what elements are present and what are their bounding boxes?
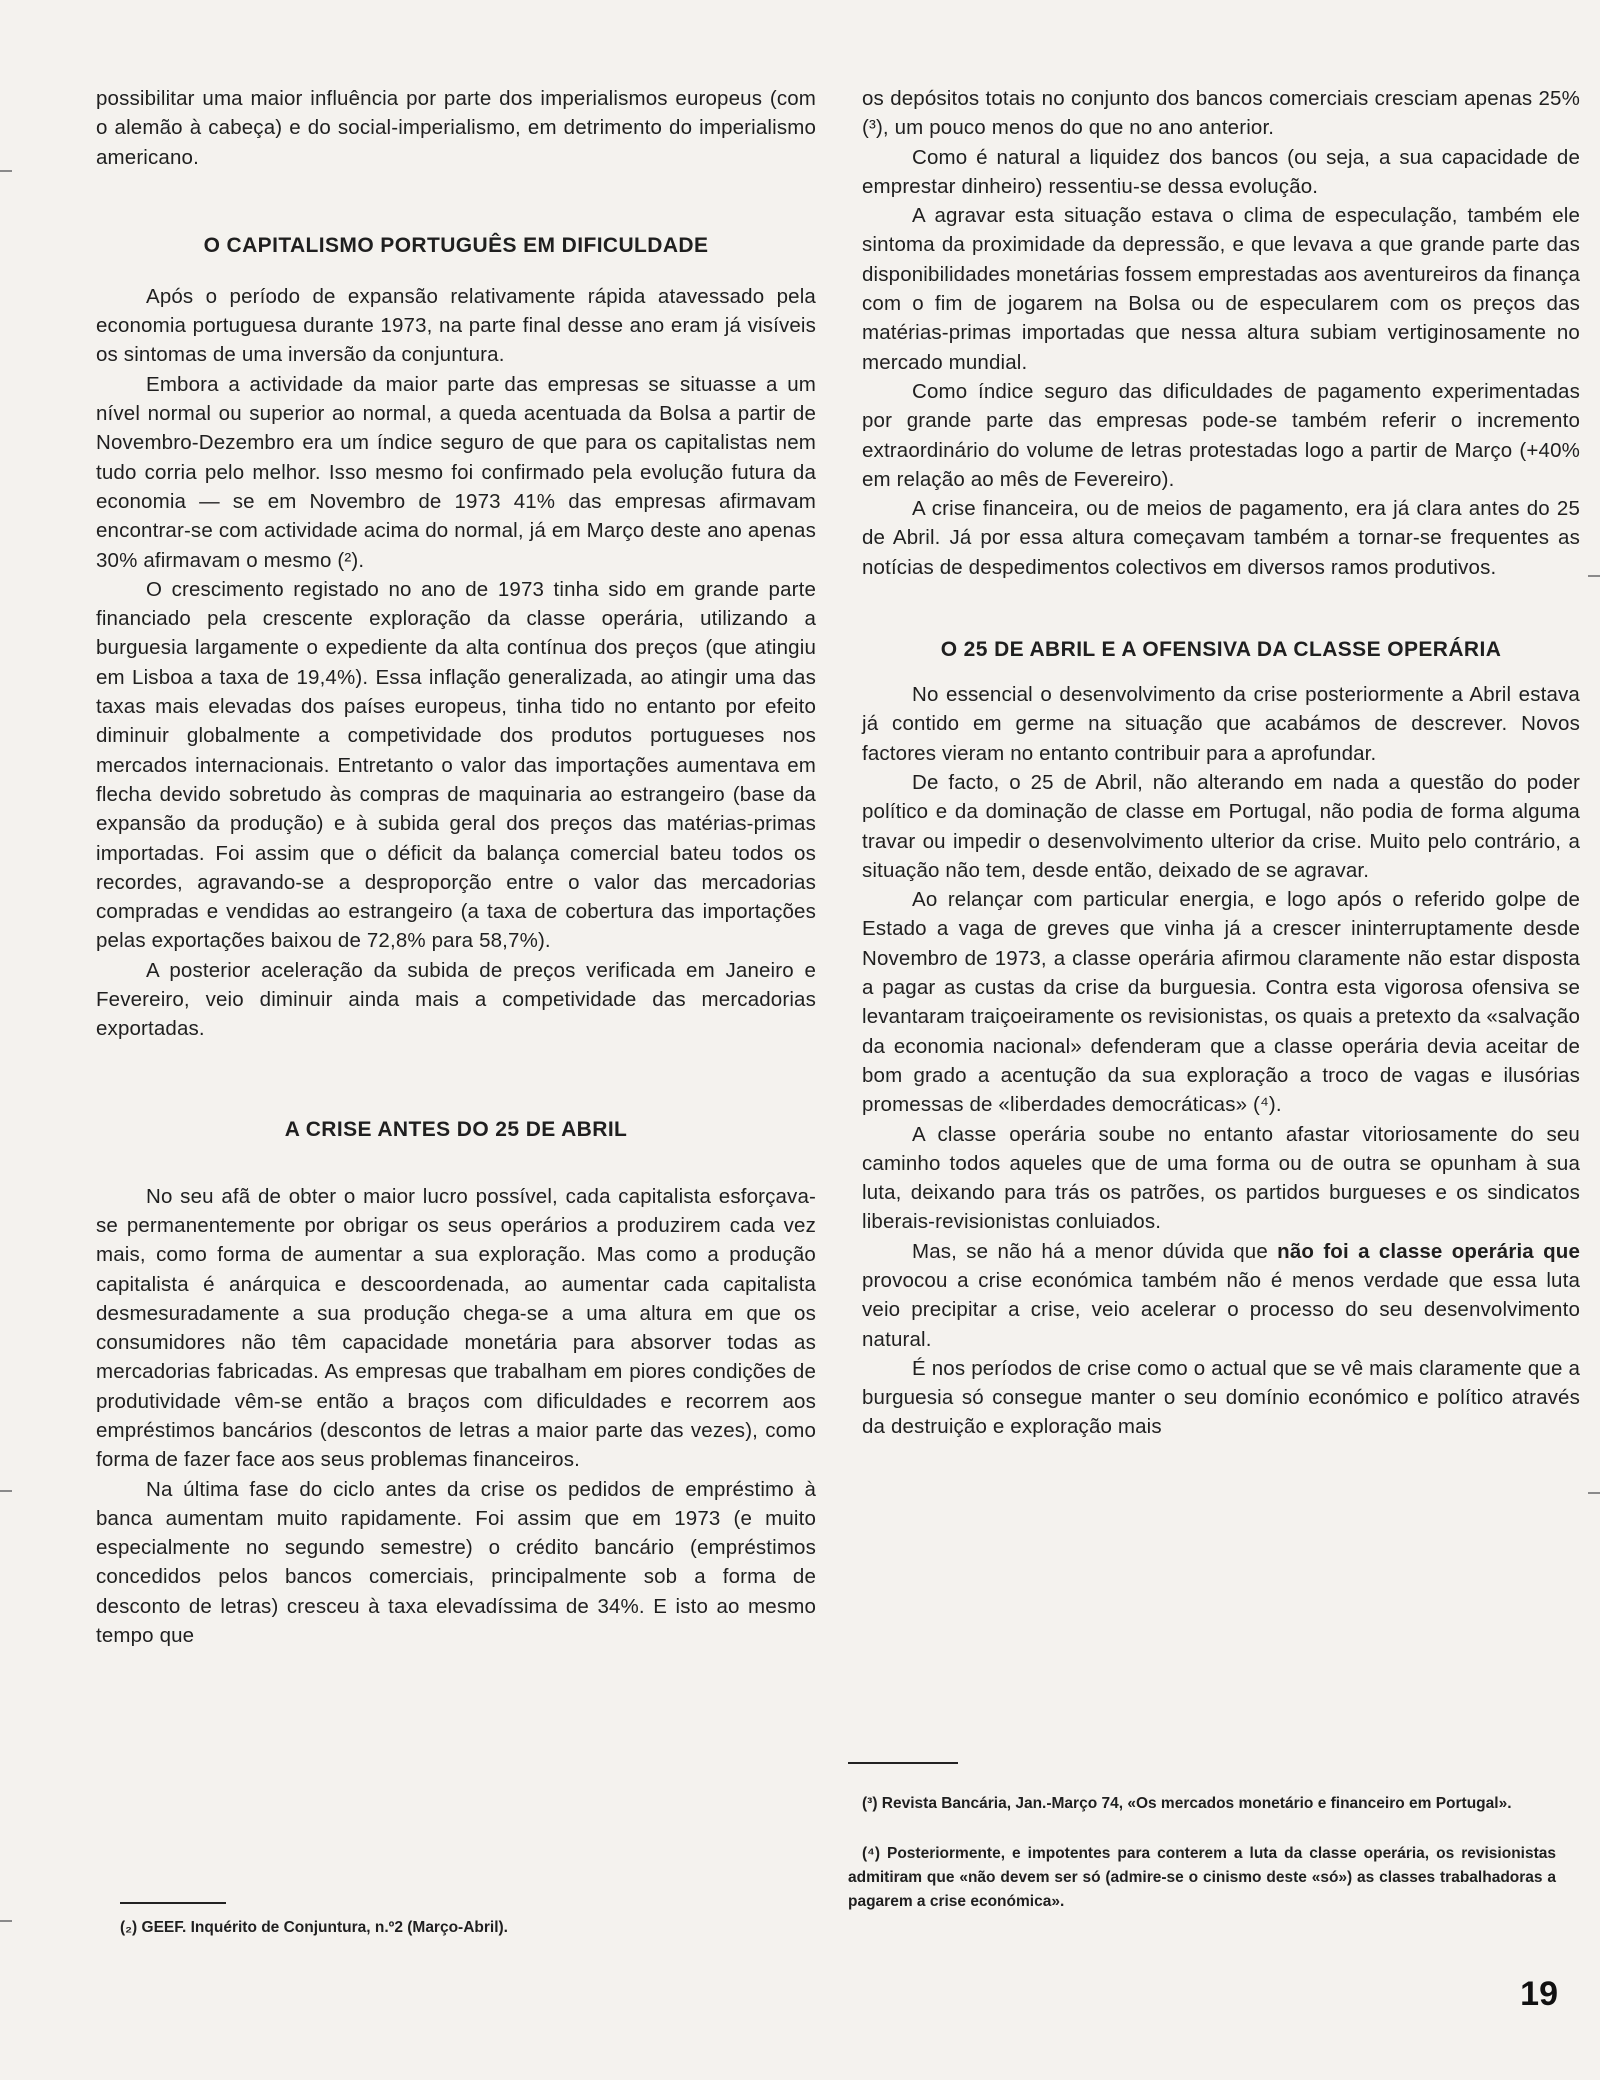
- paragraph: É nos períodos de crise como o actual que se vê mais claramente que a burguesia só consegue manter o seu domínio económico e político através da destruição e exploração mais: [862, 1356, 1580, 1439]
- paragraph: A agravar esta situação estava o clima de especulação, também ele sintoma da proximidade da depressão, e que levava a que grande parte das disponibilidades monetárias fossem emprestadas aos aventureiros da finança com o fim de jogarem na Bolsa ou de especularem com os preços das matérias-primas importadas que nessa altura subiam vertiginosamente no mercado mundial.: [862, 204, 1580, 374]
- page-number: 19: [1520, 1975, 1558, 2013]
- margin-mark: [0, 1920, 12, 1922]
- paragraph: [862, 1237, 1580, 1354]
- margin-mark: [1588, 1492, 1600, 1494]
- footnote: (₂) GEEF. Inquérito de Conjuntura, n.º2 (Março-Abril).: [120, 1919, 508, 1936]
- paragraph: Após o período de expansão relativamente rápida atavessado pela economia portuguesa durante 1973, na parte final desse ano eram já visíveis os sintomas de uma inversão da conjuntura.: [96, 284, 816, 367]
- section-heading: O CAPITALISMO PORTUGUÊS EM DIFICULDADE: [203, 233, 709, 257]
- paragraph: Embora a actividade da maior parte das empresas se situasse a um nível normal ou superior ao normal, a queda acentuada da Bolsa a partir de Novembro-Dezembro era um índice seguro de que para os capitalistas nem tudo corria pelo melhor. Isso mesmo foi confirmado pela evolução futura da economia — se em Novembro de 1973 41% das empresas afirmavam encontrar-se com actividade acima do normal, já em Março deste ano apenas 30% afirmavam o mesmo (²).: [96, 372, 816, 572]
- emphasis-text: não foi a classe operária que: [1277, 1239, 1580, 1263]
- paragraph: A posterior aceleração da subida de preços verificada em Janeiro e Fevereiro, veio diminuir ainda mais a competividade das mercadorias exportadas.: [96, 958, 816, 1041]
- right-column: [862, 84, 1580, 1442]
- footnote: (⁴) Posteriormente, e impotentes para conterem a luta da classe operária, os revisionistas admitiram que «não devem ser só (admire-se o cinismo deste «só») as classes trabalhadoras a pagarem a crise económica».: [848, 1845, 1556, 1910]
- margin-mark: [0, 1490, 12, 1492]
- paragraph: A crise financeira, ou de meios de pagamento, era já clara antes do 25 de Abril. Já por essa altura começavam também a tornar-se frequentes as notícias de despedimentos colectivos em diversos ramos produtivos.: [862, 497, 1580, 579]
- paragraph-text: Mas, se não há a menor dúvida que: [912, 1239, 1278, 1263]
- section-heading: A CRISE ANTES DO 25 DE ABRIL: [284, 1117, 628, 1141]
- paragraph: os depósitos totais no conjunto dos bancos comerciais cresciam apenas 25% (³), um pouco menos do que no ano anterior.: [862, 87, 1580, 140]
- margin-mark: [0, 170, 12, 172]
- paragraph: De facto, o 25 de Abril, não alterando em nada a questão do poder político e da dominação de classe em Portugal, não podia de forma alguma travar ou impedir o desenvolvimento ulterior da crise. Muito pelo contrário, a situação não tem, desde então, deixado de se agravar.: [862, 770, 1580, 882]
- paragraph: O crescimento registado no ano de 1973 tinha sido em grande parte financiado pela crescente exploração da classe operária, utilizando a burguesia largamente o expediente da alta contínua dos preços (que atingiu em Lisboa a taxa de 19,4%). Essa inflação generalizada, ao atingir uma das taxas mais elevadas dos países europeus, tinha tido no entanto por efeito diminuir globalmente a competividade dos produtos portugueses nos mercados internacionais. Entretanto o valor das importações aumentava em flecha devido sobretudo às compras de maquinaria ao estrangeiro (base da expansão da produção) e à subida geral dos preços das matérias-primas importadas. Foi assim que o déficit da balança comercial bateu todos os recordes, agravando-se a desproporção entre o valor das mercadorias compradas e vendidas ao estrangeiro (a taxa de cobertura das importações pelas exportações baixou de 72,8% para 58,7%).: [96, 577, 816, 953]
- paragraph: Como é natural a liquidez dos bancos (ou seja, a sua capacidade de emprestar dinheiro) ressentiu-se dessa evolução.: [862, 145, 1580, 198]
- section-heading: O 25 DE ABRIL E A OFENSIVA DA CLASSE OPERÁRIA: [940, 638, 1502, 662]
- footnote-rule: [848, 1762, 958, 1764]
- paragraph: possibilitar uma maior influência por parte dos imperialismos europeus (com o alemão à cabeça) e do social-imperialismo, em detrimento do imperialismo americano.: [96, 87, 816, 169]
- left-column: [96, 84, 816, 1650]
- paragraph: No seu afã de obter o maior lucro possível, cada capitalista esforçava-se permanentemente por obrigar os seus operários a produzirem cada vez mais, como forma de aumentar a sua exploração. Mas como a produção capitalista é anárquica e descoordenada, ao aumentar cada capitalista desmesuradamente a sua produção chega-se a uma altura em que os consumidores não têm capacidade monetária para absorver todas as mercadorias fabricadas. As empresas que trabalham em piores condições de produtividade vêm-se então a braços com dificuldades e recorrem aos empréstimos bancários (descontos de letras a maior parte das vezes), como forma de fazer face aos seus problemas financeiros.: [96, 1184, 816, 1472]
- paragraph: Na última fase do ciclo antes da crise os pedidos de empréstimo à banca aumentam muito rapidamente. Foi assim que em 1973 (e muito especialmente no segundo semestre) o crédito bancário (empréstimos concedidos pelos bancos comerciais, principalmente sob a forma de desconto de letras) cresceu à taxa elevadíssima de 34%. E isto ao mesmo tempo que: [96, 1477, 816, 1648]
- margin-mark: [1588, 575, 1600, 577]
- paragraph: Ao relançar com particular energia, e logo após o referido golpe de Estado a vaga de greves que vinha já a crescer ininterruptamente desde Novembro de 1973, a classe operária afirmou claramente não estar disposta a pagar as custas da crise da burguesia. Contra esta vigorosa ofensiva se levantaram traiçoeiramente os revisionistas, os quais a pretexto da «salvação da economia nacional» defenderam que a classe operária devia aceitar de bom grado a acentução da sua exploração a troco de vagas e ilusórias promessas de «liberdades democráticas» (⁴).: [862, 888, 1580, 1117]
- footnote-rule: [120, 1902, 226, 1904]
- paragraph: Como índice seguro das dificuldades de pagamento experimentadas por grande parte das empresas pode-se também referir o incremento extraordinário do volume de letras protestadas logo a partir de Março (+40% em relação ao mês de Fevereiro).: [862, 379, 1580, 491]
- paragraph: A classe operária soube no entanto afastar vitoriosamente do seu caminho todos aqueles que de uma forma ou de outra se opunham à sua luta, deixando para trás os patrões, os partidos burgueses e os sindicatos liberais-revisionistas conluiados.: [862, 1122, 1580, 1234]
- paragraph: No essencial o desenvolvimento da crise posteriormente a Abril estava já contido em germe na situação que acabámos de descrever. Novos factores vieram no entanto contribuir para a aprofundar.: [862, 683, 1580, 765]
- paragraph-text: provocou a crise económica também não é menos verdade que essa luta veio precipitar a crise, veio acelerar o processo do seu desenvolvimento natural.: [862, 1268, 1580, 1351]
- footnote: (³) Revista Bancária, Jan.-Março 74, «Os mercados monetário e financeiro em Portugal».: [862, 1795, 1512, 1812]
